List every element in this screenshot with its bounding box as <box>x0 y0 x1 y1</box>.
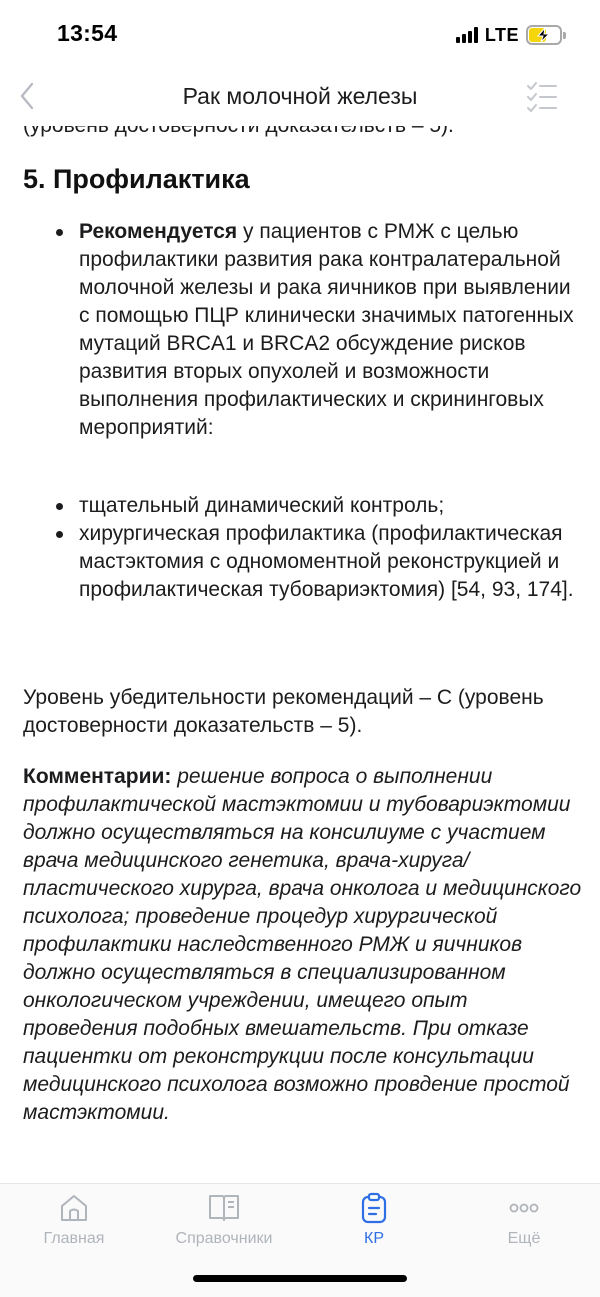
navigation-bar <box>0 68 600 126</box>
list-item: хирургическая профилактика (профилактическая мастэктомия с одномоментной реконструкцией и профилактическая тубовариэктомия) [54, 93, 174]. <box>0 520 600 604</box>
home-icon <box>58 1192 90 1224</box>
tab-label: Справочники <box>175 1230 273 1247</box>
comment-label: Комментарии: <box>23 765 172 788</box>
evidence-level-text: Уровень убедительности рекомендаций – С (уровень достоверности доказательств – 5). <box>23 686 544 737</box>
status-time: 13:54 <box>57 20 118 46</box>
list-item: тщательный динамический контроль; <box>0 492 600 520</box>
recommendation-bold: Рекомендуется <box>79 220 238 243</box>
tab-home[interactable] <box>14 1192 134 1252</box>
tab-kr[interactable] <box>314 1192 434 1252</box>
recommendation-list <box>0 218 600 442</box>
recommendation-text: у пациентов с РМЖ с целью профилактики развития рака контралатеральной молочной железы и рака яичников при выявлении с помощью ПЦР клинически значимых патогенных мутаций BRCA1 и BRCA2 обсуждение рисков развития вторых опухолей и возможности выполнения профилактических и скрининговых мероприятий: <box>79 220 574 439</box>
comment-paragraph <box>23 763 583 1127</box>
status-indicators <box>456 23 562 47</box>
signal-icon <box>456 27 478 43</box>
tab-more[interactable] <box>464 1192 584 1252</box>
checklist-icon[interactable] <box>526 80 558 114</box>
more-icon <box>508 1192 540 1224</box>
recommendation-item <box>0 218 600 442</box>
article-content[interactable] <box>0 108 600 1183</box>
tab-label: Ещё <box>507 1230 541 1247</box>
comment-text: решение вопроса о выполнении профилактической мастэктомии и тубовариэктомии должно осуществляться на консилиуме с участием врача медицинского генетика, врача-хируга/пластического хирурга, врача онколога и медицинского психолога; проведение процедур хирургической профилактики наследственного РМЖ и яичников должно осуществляться в специализированном онкологическом учреждении, имещего опыт проведения подобных вмешательств. При отказе пациентки от реконструкции после консультации медицинского психолога возможно провдение простой мастэктомии. <box>23 765 582 1124</box>
bolt-icon <box>528 27 560 43</box>
home-indicator <box>193 1275 407 1282</box>
measures-list <box>0 492 600 604</box>
clipboard-icon <box>358 1192 390 1224</box>
status-bar <box>0 0 600 68</box>
tab-label: Главная <box>43 1230 105 1247</box>
battery-charging-icon <box>526 25 562 45</box>
tab-reference[interactable] <box>164 1192 284 1252</box>
tab-label: КР <box>364 1230 384 1247</box>
section-title: 5. Профилактика <box>23 164 250 194</box>
network-type: LTE <box>484 24 519 45</box>
book-icon <box>207 1192 241 1224</box>
page-title: Рак молочной железы <box>182 83 418 109</box>
